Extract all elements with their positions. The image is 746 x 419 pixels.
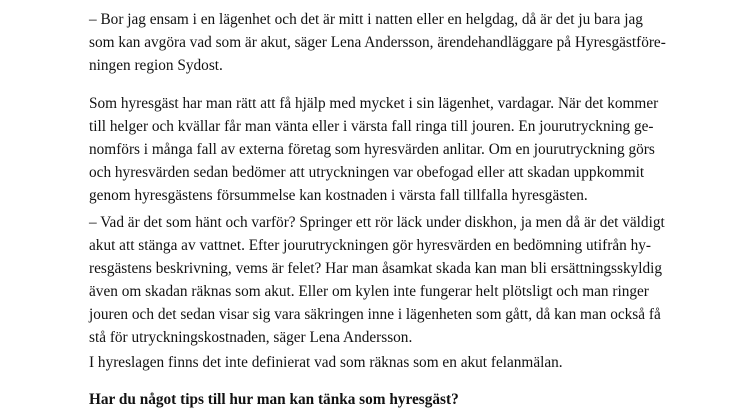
paragraph-line: även om skadan räknas som akut. Eller om kylen inte fungerar helt plötsligt och man ringer xyxy=(89,283,649,300)
paragraph-line: och hyresvärden sedan bedömer att utryckningen var obefogad eller att skadan uppkommit xyxy=(89,164,645,181)
paragraph-line: I hyreslagen finns det inte definierat vad som räknas som en akut felanmälan. xyxy=(89,354,563,371)
paragraph-1 xyxy=(89,8,666,77)
paragraph-line: till helger och kvällar får man vänta eller i värsta fall ringa till jouren. En jourutryckning ge- xyxy=(89,118,654,135)
paragraph-2 xyxy=(89,92,658,207)
paragraph-line: jouren och det sedan visar sig vara säkringen inne i lägenheten som gått, då kan man också få xyxy=(89,306,661,323)
paragraph-line: – Bor jag ensam i en lägenhet och det är mitt i natten eller en helgdag, då är det ju bara jag xyxy=(89,11,643,28)
paragraph-line: nomförs i många fall av externa företag som hyresvärden anlitar. Om en jourutryckning görs xyxy=(89,141,655,158)
paragraph-line: Som hyresgäst har man rätt att få hjälp med mycket i sin lägenhet, vardagar. När det kommer xyxy=(89,95,659,112)
paragraph-4 xyxy=(89,351,563,374)
paragraph-line: – Vad är det som hänt och varför? Springer ett rör läck under diskhon, ja men då är det väldigt xyxy=(89,214,665,231)
paragraph-line: stå för utryckningskostnaden, säger Lena Andersson. xyxy=(89,329,413,346)
paragraph-line: genom hyresgästens försummelse kan kostnaden i värsta fall tillfalla hyresgästen. xyxy=(89,187,588,204)
paragraph-line: ningen region Sydost. xyxy=(89,57,223,74)
section-heading: Har du något tips till hur man kan tänka som hyresgäst? xyxy=(89,391,459,408)
paragraph-line: akut att stänga av vattnet. Efter jourutryckningen gör hyresvärden en bedömning utifrån hy- xyxy=(89,237,651,254)
paragraph-line: resgästens beskrivning, vems är felet? Har man åsamkat skada kan man bli ersättningsskyldig xyxy=(89,260,663,277)
paragraph-line: som kan avgöra vad som är akut, säger Lena Andersson, ärendehandläggare på Hyresgästföre- xyxy=(89,34,666,51)
paragraph-3 xyxy=(89,211,665,349)
